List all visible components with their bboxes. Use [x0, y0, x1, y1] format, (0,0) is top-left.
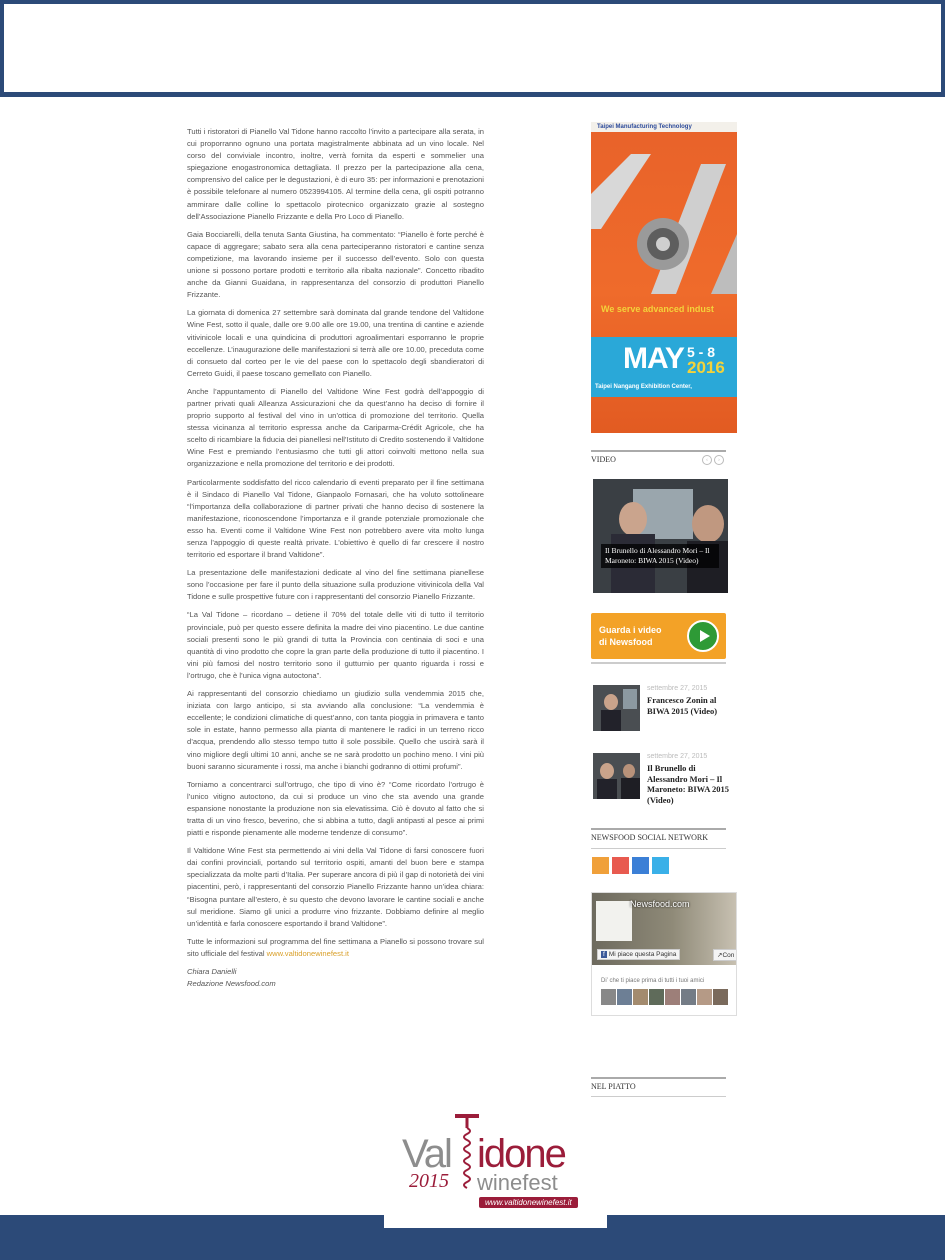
ad-venue: Taipei Nangang Exhibition Center,: [595, 384, 692, 390]
ad-graphic: [591, 134, 737, 309]
avatar: [649, 989, 664, 1005]
logo-year: 2015: [409, 1170, 449, 1192]
fb-page-logo: [596, 901, 632, 941]
social-icon-1[interactable]: [592, 857, 609, 874]
video-date: settembre 27, 2015: [647, 753, 708, 760]
desk: Redazione Newsfood.com: [187, 979, 276, 989]
avatar: [681, 989, 696, 1005]
closing-paragraph: [187, 936, 484, 960]
list-item[interactable]: [593, 685, 733, 731]
social-icon-4[interactable]: [652, 857, 669, 874]
closing-text: Tutte le informazioni sul programma del fine settimana a Pianello si possono trovare sul sito ufficiale del festival: [187, 936, 484, 958]
festival-link[interactable]: www.valtidonewinefest.it: [266, 948, 349, 958]
divider: [591, 1096, 726, 1097]
video-title[interactable]: Il Brunello di Alessandro Mori – Il Maroneto: BIWA 2015 (Video): [647, 763, 730, 805]
paragraph: Il Valtidone Wine Fest sta permettendo ai vini della Val Tidone di farsi conoscere fuori dai confini provinciali, portando sul territorio ospiti, amanti del buon bere e stampa specializzata da molte parti d’Italia. Per superare ancora di più il gap di notorietà dei vini piacentini, però, i rappresentanti del consorzio Pianello Frizzante hanno un’idea chiara: “Bisogna puntare all’estero, è su questo che devono lavorare le cantine sociali e anche sul meridione. Siamo gli unici a produrre vino frizzante. Dobbiamo definire al meglio un’identità e farla conoscere esportando il brand Valtidone”.: [187, 846, 484, 928]
paragraph: La presentazione delle manifestazioni dedicate al vino del fine settimana pianellese sono l’occasione per fare il punto della situazione sulla produzione vitivinicola della Val Tidone e sulle prospettive future con i rappresentanti del consorzio Pianello Frizzante.: [187, 568, 484, 602]
video-heading-label: VIDEO: [591, 455, 616, 464]
video-player[interactable]: [593, 479, 728, 593]
paragraph: Anche l’appuntamento di Pianello del Valtidone Wine Fest godrà dell’appoggio di partner privati quali Alleanza Assicurazioni che da quest’anno ha deciso di fornire il proprio supporto al festival del vino in un’ottica di promozione del territorio. Quella stessa vicinanza al territorio espressa anche da Cariparma-Crédit Agricole, che ha scelto di ricambiare la fiducia dei pianellesi nell’Istituto di Credito sostenendo il Valtidone Wine Fest e premiando l’entusiasmo che tutti gli attori coinvolti mettono nella sua organizzazione e nella promozione del territorio e dei prodotti.: [187, 386, 484, 469]
article-body: [187, 126, 484, 990]
social-icon-2[interactable]: [612, 857, 629, 874]
share-icon: ↗: [717, 952, 723, 959]
prev-arrow-icon[interactable]: ‹: [702, 455, 712, 465]
ad-slogan: We serve advanced indust: [601, 304, 714, 314]
guarda-line-1: Guarda i video: [599, 625, 662, 635]
video-thumb: [593, 685, 640, 731]
divider: [591, 662, 726, 664]
avatar: [697, 989, 712, 1005]
guarda-line-2: di Newsfood: [599, 637, 653, 647]
paragraph: Gaia Bocciarelli, della tenuta Santa Giustina, ha commentato: “Pianello è forte perché è capace di aggregare; sabato sera alla cena parteciperanno ristoratori e cantine senza competizione, ma lavorando insieme per il successo dell’evento. Solo con questa unione si possono portare prodotti e territorio alla ribalta nazionale”. Concetto ribadito anche da Gianni Guaidana, in rappresentanza del consorzio di produttori Pianello Frizzante.: [187, 229, 484, 300]
guarda-video-button[interactable]: [591, 613, 726, 659]
guarda-video-label: [599, 624, 662, 648]
ad-days: 5 - 8: [687, 344, 716, 360]
ad-year: 2016: [687, 358, 725, 377]
paragraph: La giornata di domenica 27 settembre sarà dominata dal grande tendone del Valtidone Wine Fest, sotto il quale, dalle ore 9.00 alle ore 19.00, una trentina di cantine e aziende vitivinicole locali e una quindicina di produttori agroalimentari esporranno le proprie eccellenze. L’inaugurazione delle manifestazioni si terrà alle ore 10.00, preceduta come di consueto dal corteo per le vie del paese con lo spettacolo degli sbandieratori di Cerreto Guidi, il paese toscano gemellato con Pianello.: [187, 308, 484, 378]
paragraph: Ai rappresentanti del consorzio chiediamo un giudizio sulla vendemmia 2015 che, iniziata con largo anticipo, si sta avviando alla conclusione: “La vendemmia è eccellente; le condizioni climatiche di quest’anno, con tanta pioggia in primavera e tanto sole in estate, hanno permesso alla pianta di mantenere le radici in un terreno ricco d’acqua, prendendo allo stesso tempo tutto il sole possibile. Quello che uscirà sarà il vino migliore degli ultimi 10 anni, anche se ne sarà prodotto un pochino meno. I vini più buoni saranno sicuramente i rossi, ma anche i bianchi godranno di ottimi profumi”.: [187, 689, 484, 771]
social-heading: NEWSFOOD SOCIAL NETWORK: [591, 828, 726, 842]
nel-piatto-heading: NEL PIATTO: [591, 1077, 726, 1091]
divider: [591, 848, 726, 849]
fb-like-label: Mi piace questa Pagina: [608, 951, 677, 958]
paragraph: Tutti i ristoratori di Pianello Val Tidone hanno raccolto l’invito a partecipare alla serata, in cui proporranno ognuno una portata magistralmente abbinata ad un vino locale. Nel corso del conviviale incontro, inoltre, verrà fornita da esperti e sommelier una spiegazione enogastronomica dettagliata. Il prezzo per la partecipazione alla cena, comprensivo del calice per le degustazioni, è di euro 35: per informazioni e prenotazioni è possibile telefonare al numero 0523994105. Al termine della cena, gli ospiti potranno ammirare dalle colline lo spettacolo pirotecnico organizzato grazie al sostegno dell’Associazione Pianello Frizzante e della Pro Loco di Pianello.: [187, 127, 484, 221]
fb-page-name[interactable]: Newsfood.com: [630, 899, 690, 909]
paragraph: “La Val Tidone – ricordano – detiene il 70% del totale delle viti di tutto il territorio provinciale, può per questo essere definita la madre dei vino piacentino. Le due cantine sociali presenti sono le più grandi di tutta la Provincia con centinaia di soci e una quantità di vino prodotto che copre la gran parte della produzione di tutto il piacentino. I vini più famosi del nostro territorio sono il gutturnio per quanto riguarda i rossi e l’ortrugo, che è l’unica vigna autoctona”.: [187, 610, 484, 680]
fb-share-label: Con: [722, 952, 735, 959]
author: Chiara Danielli: [187, 967, 237, 976]
avatar: [617, 989, 632, 1005]
video-caption: Il Brunello di Alessandro Mori – Il Maroneto: BIWA 2015 (Video): [601, 544, 719, 568]
video-heading: [591, 450, 726, 464]
valtidone-logo[interactable]: [384, 1108, 607, 1228]
ad-month: MAY: [623, 342, 684, 375]
logo-val: Val: [402, 1132, 451, 1176]
logo-url[interactable]: www.valtidonewinefest.it: [479, 1197, 578, 1208]
ad-tagline: Taipei Manufacturing Technology: [591, 122, 737, 132]
avatar: [601, 989, 616, 1005]
fb-friends-text: Di’ che ti piace prima di tutti i tuoi amici: [601, 978, 705, 984]
next-arrow-icon[interactable]: ›: [714, 455, 724, 465]
avatar: [665, 989, 680, 1005]
paragraph: Torniamo a concentrarci sull’ortrugo, che tipo di vino è? “Come ricordato l’ortrugo è l’unico vitigno autoctono, da cui si produce un vino che sta avendo una grande espansione nonostante la produzione non sia elevatissima. Ciò è dovuto al fatto che si tratta di un vino fresco, beverino, che si abbina a tutto, dagli antipasti al pesce ai primi piatti e risponde pienamente alle moderne tendenze di consumo”.: [187, 779, 484, 838]
fb-share-button[interactable]: [713, 949, 737, 961]
video-title[interactable]: Francesco Zonin al BIWA 2015 (Video): [647, 695, 718, 716]
ad-banner[interactable]: [591, 122, 737, 433]
play-icon: [687, 620, 719, 652]
video-date: settembre 27, 2015: [647, 685, 708, 692]
fb-like-button[interactable]: [597, 949, 680, 960]
video-thumbnail: [593, 479, 728, 593]
facebook-widget[interactable]: [591, 892, 737, 1016]
logo-sub: winefest: [477, 1170, 558, 1195]
avatar: [713, 989, 728, 1005]
avatar: [633, 989, 648, 1005]
facebook-icon: f: [603, 951, 605, 958]
header-frame: [0, 0, 945, 97]
list-item[interactable]: [593, 753, 733, 805]
paragraph: Particolarmente soddisfatto del ricco calendario di eventi preparato per il fine settimana è il Sindaco di Pianello Val Tidone, Gianpaolo Fornasari, che ha voluto sottolineare “l’importanza della collaborazione di partner privati che hanno deciso di sostenere la manifestazione, riconoscendone l’importanza e il grande potenziale promozionale che esso ha. Eventi come il Valtidone Wine Fest non potrebbero avere vita molto lunga senza l’appoggio di queste realtà private. L’obiettivo è quello di far crescere il nostro territorio ed esportare il brand Valtidone”.: [187, 477, 484, 560]
video-thumb: [593, 753, 640, 799]
logo-tidone: idone: [477, 1132, 565, 1176]
social-icon-3[interactable]: [632, 857, 649, 874]
